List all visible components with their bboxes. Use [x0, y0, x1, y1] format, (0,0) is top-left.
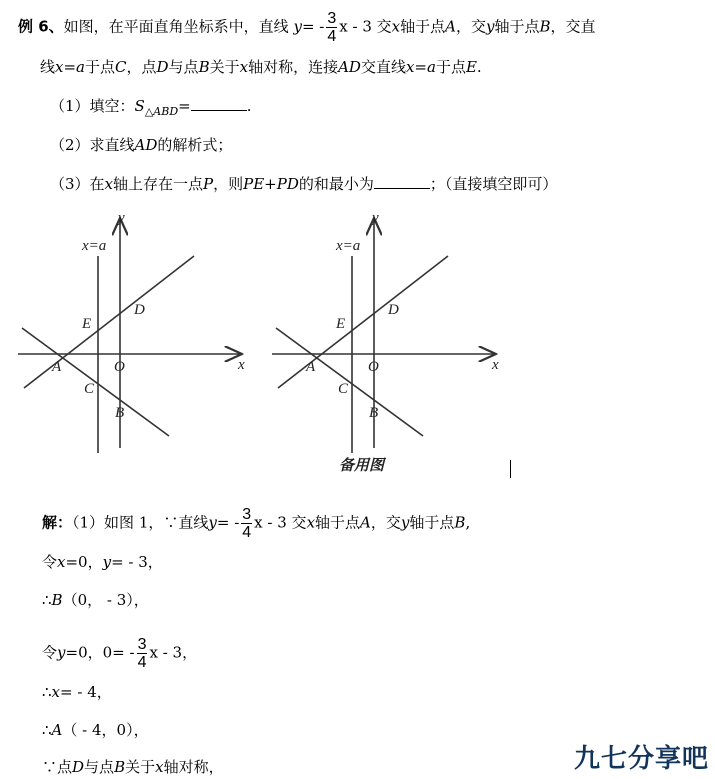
- question-2: （2）求直线AD的解析式；: [50, 136, 233, 154]
- label-y: y: [118, 210, 125, 226]
- solution-label: 解：: [42, 513, 73, 532]
- question-3: （3）在x轴上存在一点P，则PE+PD的和最小为 ；（直接填空即可）: [50, 175, 558, 193]
- label-O: O: [114, 359, 125, 375]
- solution-line-7: ∵点D与点B关于x轴对称，: [42, 758, 224, 776]
- svg-text:E: E: [336, 316, 346, 332]
- label-B: B: [115, 405, 125, 421]
- label-C: C: [84, 381, 95, 397]
- line-AD: [24, 256, 194, 388]
- backup-caption: 备用图: [339, 456, 385, 474]
- svg-text:O: O: [368, 359, 379, 375]
- figures: [14, 208, 514, 478]
- problem-line-2: 线x=a于点C，点D与点B关于x轴对称，连接AD交直线x=a于点E.: [40, 58, 482, 76]
- svg-text:B: B: [369, 405, 379, 421]
- answer-blank-3: [374, 174, 430, 189]
- svg-text:x: x: [492, 357, 499, 373]
- problem-line-1: 例 6、如图，在平面直角坐标系中，直线 y= - $\frac{3}{4}$ x - 3 交x轴于点A，交y轴于点B，交直: [18, 10, 596, 45]
- question-1: （1）填空：$S_{\triangle ABD}=$ .: [50, 97, 252, 118]
- solution-line-5: ∴x= - 4，: [42, 683, 112, 701]
- figure-1: [18, 218, 242, 453]
- label-E: E: [82, 316, 92, 332]
- slope-fraction: $\frac{3}{4}$: [327, 10, 337, 45]
- label-A: A: [52, 359, 62, 375]
- svg-text:D: D: [388, 302, 399, 318]
- solution-line-2: 令x=0，y= - 3，: [42, 553, 163, 571]
- text-cursor: [510, 460, 511, 478]
- answer-blank-1: [191, 96, 247, 111]
- svg-text:C: C: [338, 381, 349, 397]
- label-D: D: [134, 302, 145, 318]
- solution-line-1: 解：（1）如图 1，∵直线y= - $\frac{3}{4}$ x - 3 交x轴于点A，交y轴于点B,: [42, 506, 471, 541]
- label-x: x: [238, 357, 245, 373]
- svg-text:y: y: [372, 210, 379, 226]
- label-x-eq-a: x=a: [82, 238, 107, 254]
- solution-line-4: 令y=0，0= - $\frac{3}{4}$ x - 3，: [42, 636, 198, 671]
- line-AB: [22, 328, 169, 436]
- svg-text:x=a: x=a: [336, 238, 361, 254]
- example-label: 例 6、: [18, 17, 64, 36]
- solution-line-3: ∴B（0， - 3），: [42, 591, 149, 609]
- figure-2: [272, 218, 496, 453]
- solution-line-6: ∴A（ - 4，0），: [42, 721, 149, 739]
- watermark-logo: 九七分享吧: [573, 744, 709, 774]
- svg-text:A: A: [306, 359, 316, 375]
